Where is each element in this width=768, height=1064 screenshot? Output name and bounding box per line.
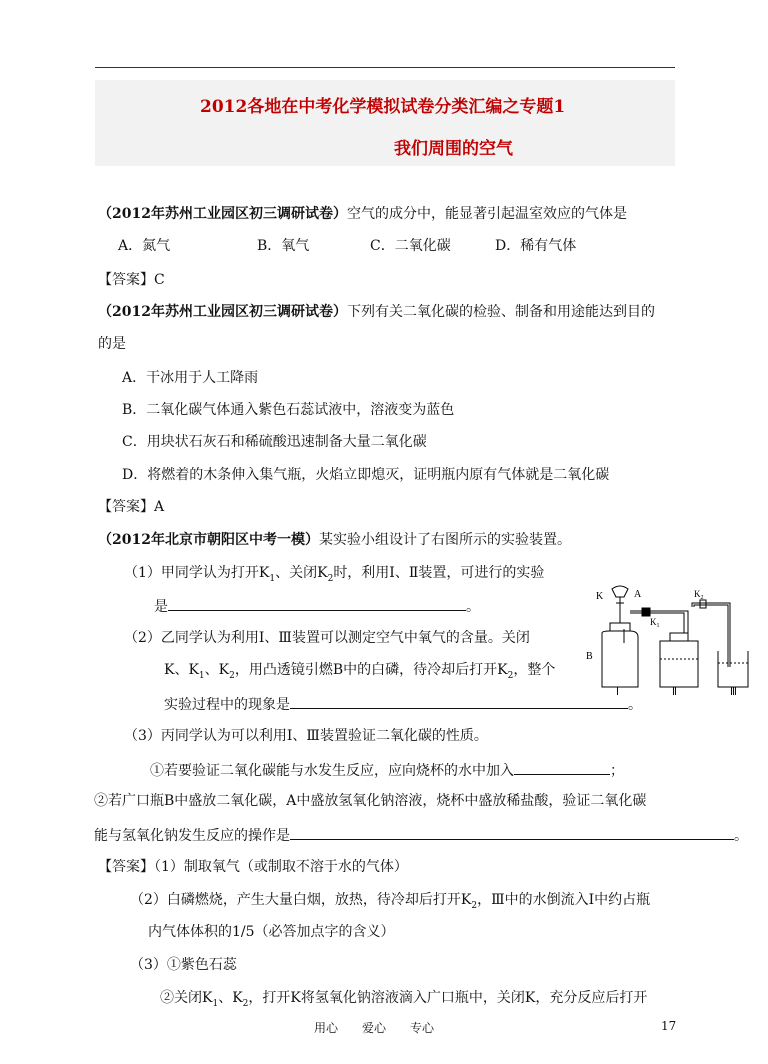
header-rule bbox=[95, 67, 675, 68]
page-subtitle: 我们周围的空气 bbox=[394, 139, 513, 159]
q2-answer: 【答案】A bbox=[98, 499, 165, 515]
q2-option-d: D．将燃着的木条伸入集气瓶，火焰立即熄灭，证明瓶内原有气体就是二氧化碳 bbox=[122, 467, 610, 483]
wide-mouth-bottle bbox=[602, 631, 638, 687]
apparatus-figure bbox=[580, 583, 752, 695]
q1-option-c: C．二氧化碳 bbox=[370, 238, 451, 254]
funnel-a bbox=[612, 586, 628, 597]
q3-stem bbox=[98, 531, 571, 549]
fig-label-i: Ⅰ bbox=[616, 687, 619, 695]
q2-option-c: C．用块状石灰石和稀硫酸迅速制备大量二氧化碳 bbox=[122, 434, 427, 450]
q2-source: （2012年苏州工业园区初三调研试卷） bbox=[98, 304, 347, 320]
q2-option-a: A．干冰用于人工降雨 bbox=[122, 370, 259, 386]
q3-answer-1: 【答案】（1）制取氧气（或制取不溶于水的气体） bbox=[98, 859, 408, 875]
q3-text: 某实验小组设计了右图所示的实验装置。 bbox=[318, 532, 571, 548]
fig-label-b: B bbox=[586, 651, 593, 662]
fig-label-k1: $K_1$ bbox=[650, 617, 660, 629]
q3-answer-3-cont: ②关闭$K_1$、$K_2$，打开K将氢氧化钠溶液滴入广口瓶中，关闭K，充分反应后打开 bbox=[160, 990, 648, 1009]
fig-label-k2: $K_2$ bbox=[694, 589, 704, 601]
page-title: 2012各地在中考化学模拟试卷分类汇编之专题1 bbox=[200, 97, 566, 117]
q3-part3-2-cont: 能与氢氧化钠发生反应的操作是 。 bbox=[94, 825, 748, 845]
q1-option-a: A．氮气 bbox=[118, 238, 171, 254]
q3-answer-2: （2）白磷燃烧，产生大量白烟，放热，待冷却后打开$K_2$，Ⅲ中的水倒流入Ⅰ中约占瓶 bbox=[130, 892, 651, 911]
q1-stem bbox=[98, 205, 627, 223]
q1-option-b: B．氧气 bbox=[257, 238, 310, 254]
fig-label-k: K bbox=[596, 591, 604, 602]
q3-source: （2012年北京市朝阳区中考一模） bbox=[98, 532, 319, 548]
q2-stem-cont: 的是 bbox=[98, 336, 126, 352]
q1-source: （2012年苏州工业园区初三调研试卷） bbox=[98, 206, 347, 222]
q3-part1-blank-line: 是 。 bbox=[154, 596, 480, 616]
footer-text: 用心 爱心 专心 bbox=[314, 1021, 435, 1035]
q3-part2-cont: K、$K_1$、$K_2$，用凸透镜引燃B中的白磷，待冷却后打开$K_2$，整个 bbox=[164, 662, 556, 681]
q3-part1: （1）甲同学认为打开$K_1$、关闭$K_2$时，利用Ⅰ、Ⅱ装置，可进行的实验 bbox=[124, 565, 545, 584]
fig-label-a: A bbox=[634, 589, 642, 600]
q3-blank-4 bbox=[290, 825, 734, 840]
q3-part2-blank-line: 实验过程中的现象是 。 bbox=[164, 694, 642, 714]
q3-part3: （3）丙同学认为可以利用Ⅰ、Ⅲ装置验证二氧化碳的性质。 bbox=[124, 728, 488, 744]
q3-blank-1 bbox=[168, 596, 466, 611]
q2-option-b: B．二氧化碳气体通入紫色石蕊试液中，溶液变为蓝色 bbox=[122, 402, 455, 418]
q3-part2: （2）乙同学认为利用Ⅰ、Ⅲ装置可以测定空气中氧气的含量。关闭 bbox=[124, 630, 530, 646]
q1-answer: 【答案】C bbox=[98, 272, 165, 288]
q3-answer-3: （3）①紫色石蕊 bbox=[130, 957, 237, 973]
q3-blank-2 bbox=[290, 694, 628, 709]
q1-option-d: D．稀有气体 bbox=[495, 238, 577, 254]
fig-label-iii: Ⅲ bbox=[730, 687, 737, 695]
fig-label-ii: Ⅱ bbox=[672, 687, 677, 695]
q3-part3-2: ②若广口瓶B中盛放二氧化碳，A中盛放氢氧化钠溶液，烧杯中盛放稀盐酸，验证二氧化碳 bbox=[94, 793, 647, 809]
q1-text: 空气的成分中，能显著引起温室效应的气体是 bbox=[346, 206, 627, 222]
q3-blank-3 bbox=[514, 760, 610, 775]
q2-text: 下列有关二氧化碳的检验、制备和用途能达到目的 bbox=[346, 304, 655, 320]
q2-stem bbox=[98, 303, 655, 321]
page-number: 17 bbox=[661, 1019, 677, 1033]
q3-answer-2-cont: 内气体体积的1/5（必答加点字的含义） bbox=[148, 924, 395, 940]
bottle-stopper bbox=[610, 623, 630, 631]
q3-part3-1: ①若要验证二氧化碳能与水发生反应，应向烧杯的水中加入 ； bbox=[150, 760, 624, 780]
